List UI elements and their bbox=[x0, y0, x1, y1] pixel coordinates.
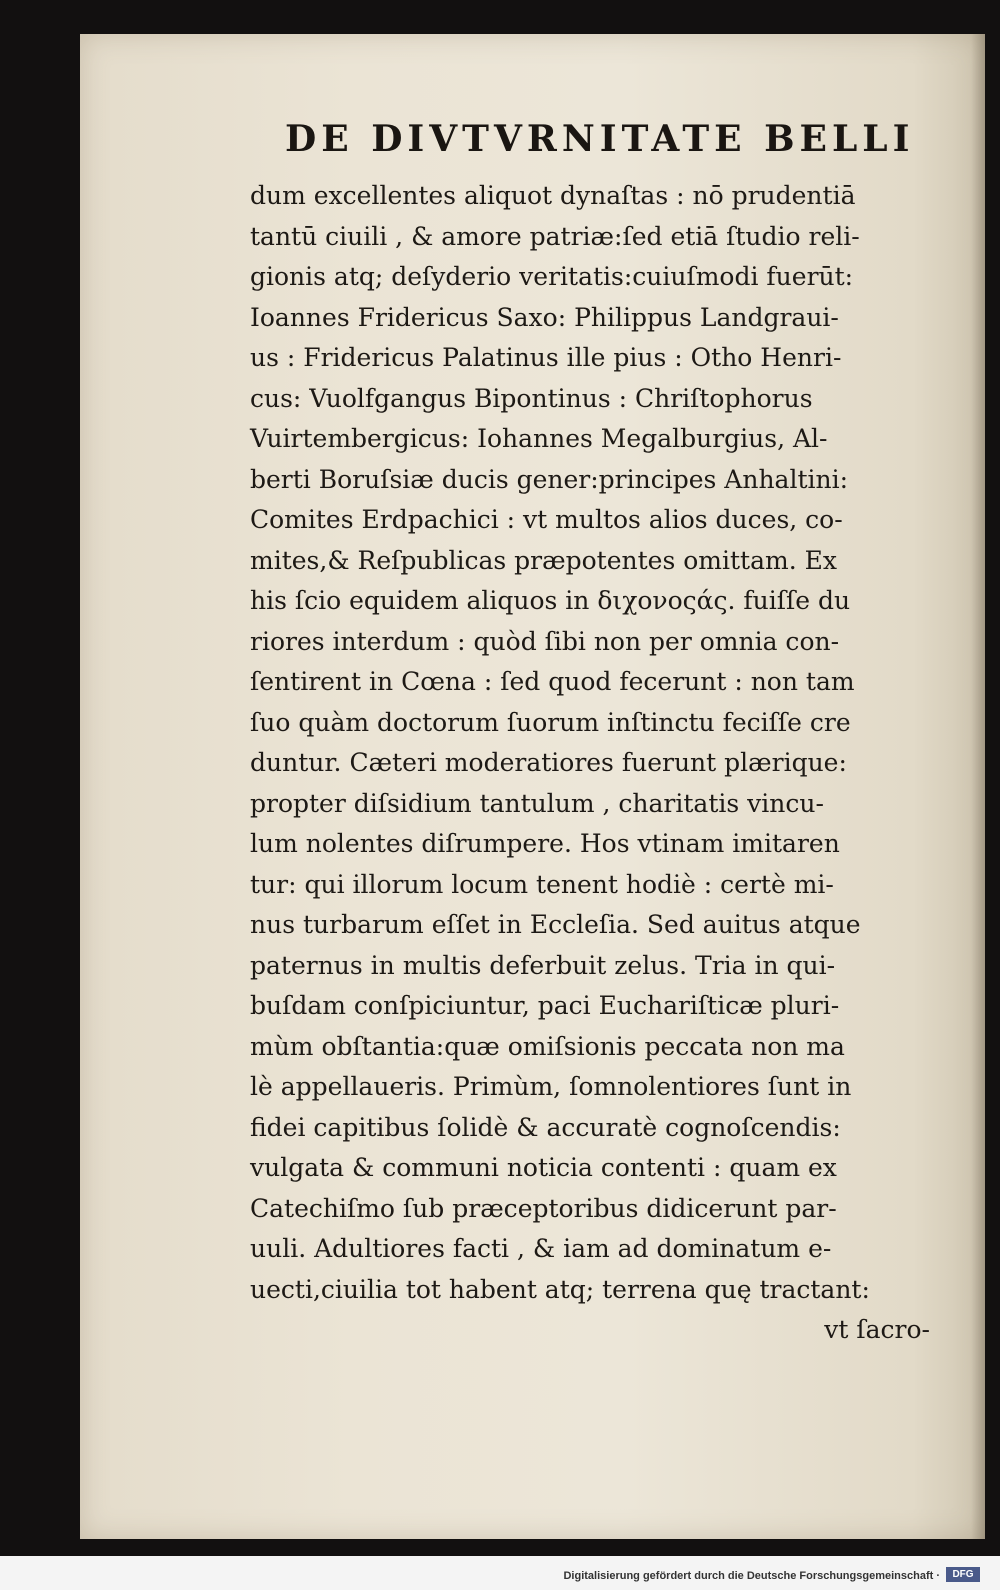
text-line: berti Boruſsiæ ducis gener:principes Anhaltini: bbox=[250, 464, 849, 494]
dfg-logo-icon: DFG bbox=[946, 1567, 980, 1582]
text-line: propter diſsidium tantulum , charitatis vincu- bbox=[250, 788, 824, 818]
text-line: gionis atq; deſyderio veritatis:cuiuſmodi fuerūt: bbox=[250, 262, 854, 291]
text-line: paternus in multis deferbuit zelus. Tria in qui- bbox=[250, 950, 836, 980]
text-line: duntur. Cæteri moderatiores fuerunt plærique: bbox=[250, 748, 847, 777]
text-line: Vuirtembergicus: Iohannes Megalburgius, Al- bbox=[250, 424, 828, 453]
text-line: cus: Vuolfgangus Bipontinus : Chriſtophorus bbox=[250, 383, 813, 413]
text-line: mùm obſtantia:quæ omiſsionis peccata non ma bbox=[250, 1031, 845, 1061]
body-text bbox=[250, 176, 940, 1351]
running-head: DE DIVTVRNITATE BELLI bbox=[285, 118, 915, 160]
text-line: his ſcio equidem aliquos in διχονοςάς. fuiſſe du bbox=[250, 586, 851, 615]
text-line: nus turbarum eſſet in Eccleſia. Sed auitus atque bbox=[250, 910, 861, 939]
text-line: mites,& Reſpublicas præpotentes omittam. Ex bbox=[250, 545, 837, 575]
text-line: vulgata & communi noticia contenti : quam ex bbox=[250, 1153, 837, 1182]
text-line: ſentirent in Cœna : ſed quod fecerunt : non tam bbox=[250, 667, 855, 696]
catchword: vt ſacro- bbox=[824, 1315, 930, 1344]
text-line: Comites Erdpachici : vt multos alios duces, co- bbox=[250, 505, 843, 534]
text-line: buſdam conſpiciuntur, paci Euchariſticæ pluri- bbox=[250, 991, 840, 1020]
funding-credit: Digitalisierung gefördert durch die Deutsche Forschungsgemeinschaft · bbox=[563, 1570, 940, 1582]
text-line: tantū ciuili , & amore patriæ:ſed etiā ſtudio reli- bbox=[250, 221, 860, 251]
text-line: riores interdum : quòd ſibi non per omnia con- bbox=[250, 626, 840, 656]
text-line: us : Fridericus Palatinus ille pius : Otho Henri- bbox=[250, 343, 842, 372]
text-line: uuli. Adultiores facti , & iam ad dominatum e- bbox=[250, 1234, 832, 1263]
text-line: tur: qui illorum locum tenent hodiè : certè mi- bbox=[250, 869, 834, 899]
text-line: Ioannes Fridericus Saxo: Philippus Landgraui- bbox=[250, 302, 839, 332]
text-line: fidei capitibus ſolidè & accuratè cognoſcendis: bbox=[250, 1112, 841, 1142]
text-line: lè appellaueris. Primùm, ſomnolentiores ſunt in bbox=[250, 1072, 852, 1101]
text-line: lum nolentes diſrumpere. Hos vtinam imitaren bbox=[250, 829, 840, 858]
text-line: dum excellentes aliquot dynaſtas : nō prudentiā bbox=[250, 181, 856, 210]
text-line: uecti,ciuilia tot habent atq; terrena quę tractant: bbox=[250, 1274, 870, 1304]
text-line: Catechiſmo ſub præceptoribus didicerunt par- bbox=[250, 1193, 837, 1223]
text-line: ſuo quàm doctorum ſuorum inſtinctu feciſſe cre bbox=[250, 707, 851, 737]
